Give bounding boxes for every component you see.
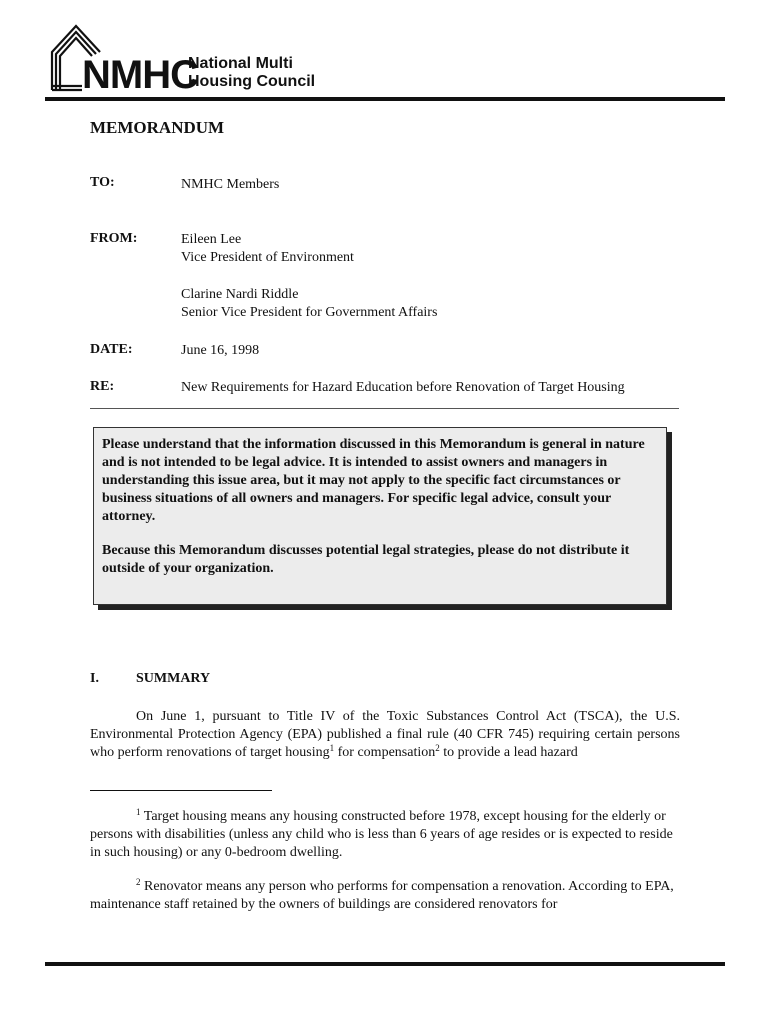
- from-label: FROM:: [90, 231, 138, 246]
- footnote-mark-2: 2: [136, 877, 141, 887]
- from-name-2: Clarine Nardi Riddle: [181, 287, 299, 302]
- summary-text-3: to provide a lead hazard: [439, 745, 578, 760]
- re-value: New Requirements for Hazard Education before Renovation of Target Housing: [181, 380, 625, 395]
- footnote-divider: [90, 790, 272, 791]
- from-title-1: Vice President of Environment: [181, 250, 354, 265]
- footnote-ref-1: 1: [329, 743, 335, 753]
- disclaimer-box: [93, 427, 667, 605]
- section-number: I.: [90, 671, 99, 686]
- logo-abbreviation: NMHC: [82, 53, 198, 97]
- heading-divider: [90, 408, 679, 409]
- footer-divider: [45, 962, 725, 966]
- nmhc-logo: [50, 22, 340, 97]
- footnote-text-1: Target housing means any housing constructed before 1978, except housing for the elderly or persons with disabilities (unless any child who is less than 6 years of age resides or is expected to reside in such housing) or any 0-bedroom dwelling.: [90, 809, 673, 860]
- date-label: DATE:: [90, 342, 133, 357]
- summary-text-1: On June 1, pursuant to Title IV of the Toxic Substances Control Act (TSCA), the U.S. Environmental Protection Agency (EPA) published a final rule (40 CFR 745) requiring certain persons who perform renovations of target housing: [90, 709, 680, 760]
- org-name-line2: Housing Council: [188, 73, 316, 90]
- from-name-1: Eileen Lee: [181, 232, 242, 247]
- to-value: NMHC Members: [181, 177, 280, 192]
- to-label: TO:: [90, 175, 115, 190]
- disclaimer-paragraph-2: Because this Memorandum discusses potential legal strategies, please do not distribute it outside of your organization.: [102, 543, 630, 576]
- footnote-text-2: Renovator means any person who performs for compensation a renovation. According to EPA, maintenance staff retained by the owners of buildings are considered renovators for: [90, 879, 674, 912]
- footnote-ref-2: 2: [435, 743, 440, 753]
- memo-title: MEMORANDUM: [90, 118, 225, 137]
- summary-paragraph: [90, 708, 680, 762]
- from-title-2: Senior Vice President for Government Affairs: [181, 305, 438, 320]
- date-value: June 16, 1998: [181, 343, 260, 358]
- re-label: RE:: [90, 379, 115, 394]
- header-divider: [45, 97, 725, 101]
- footnote-2: [90, 878, 680, 914]
- disclaimer-paragraph-1: Please understand that the information discussed in this Memorandum is general in nature and is not intended to be legal advice. It is intended to assist owners and managers in understanding this issue area, but it may not apply to the specific fact circumstances or business situations of all owners and managers. For specific legal advice, consult your attorney.: [102, 437, 645, 524]
- summary-text-2: for compensation: [334, 745, 436, 760]
- org-name-line1: National Multi: [188, 55, 293, 72]
- footnote-mark-1: 1: [136, 807, 141, 817]
- footnote-1: [90, 808, 680, 862]
- section-title: SUMMARY: [136, 671, 211, 686]
